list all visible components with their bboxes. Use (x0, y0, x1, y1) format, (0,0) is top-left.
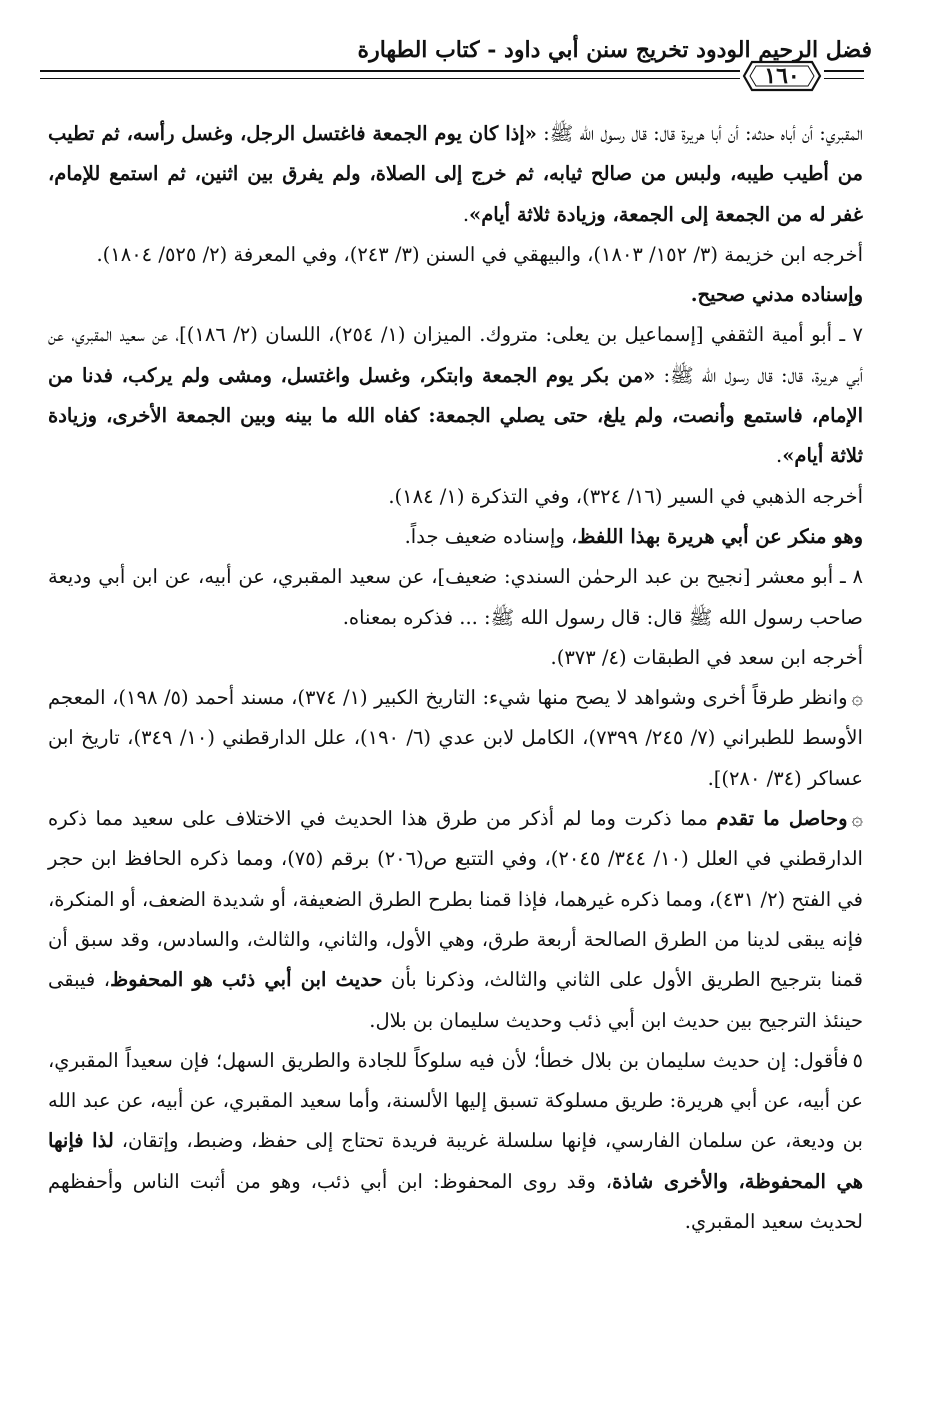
paragraph-10 (48, 799, 863, 1041)
isnad-text: ٧ ـ أبو أمية الثقفي [إسماعيل بن يعلى: متروك. الميزان (١/ ٢٥٤)، اللسان (٢/ ١٨٦)]، عن سعيد المقبري، عن أبي هريرة، قال: قال رسول الله ﷺ: (48, 323, 863, 387)
isnad-text: المقبري: أن أباه حدثه: أن أبا هريرة قال: قال رسول الله ﷺ: (536, 122, 863, 145)
paragraph-11 (48, 1041, 863, 1242)
grading-rest: ، وإسناده ضعيف جداً. (404, 524, 578, 548)
summary-emphasis: حديث ابن أبي ذئب هو المحفوظ (110, 968, 383, 992)
paragraph-4 (48, 315, 863, 476)
hadith-text: «إذا كان يوم الجمعة فاغتسل الرجل، وغسل رأسه، ثم تطيب من أطيب طيبه، ولبس من صالح ثيابه، ثم خرج إلى الصلاة، ولم يفرق بين اثنين، ثم استمع للإمام، غفر له من الجمعة إلى الجمعة، وزيادة ثلاثة أيام» (48, 122, 863, 226)
paragraph-2: أخرجه ابن خزيمة (٣/ ١٥٢/ ١٨٠٣)، والبيهقي في السنن (٣/ ٢٤٣)، وفي المعرفة (٢/ ٥٢٥/ ١٨٠٤). (96, 242, 863, 266)
paragraph-mark-icon: ٥ (852, 1048, 863, 1072)
grading-text: وهو منكر عن أبي هريرة بهذا اللفظ (577, 524, 863, 548)
punctuation: . (776, 444, 783, 468)
header-rule-right-bottom (824, 78, 864, 79)
note-text: وانظر طرقاً أخرى وشواهد لا يصح منها شيء: التاريخ الكبير (١/ ٣٧٤)، مسند أحمد (٥/ ١٩٨)، المعجم الأوسط للطبراني (٧/ ٢٤٥/ ٧٣٩٩)، الكامل لابن عدي (٦/ ١٩٠)، علل الدارقطني (١٠/ ٣٤٩)، تاريخ ابن عساكر (٣٤/ ٢٨٠)]. (48, 686, 863, 790)
paragraph-9 (48, 678, 863, 799)
paragraph-mark-icon: ۞ (851, 686, 863, 710)
header-rule-top (40, 70, 740, 72)
paragraph-6 (48, 517, 863, 557)
summary-text-end: ، فيبقى حينئذ الترجيح بين حديث ابن أبي ذئب وحديث سليمان بن بلال. (48, 968, 863, 1032)
running-title: فضل الرحيم الودود تخريج سنن أبي داود - كتاب الطهارة (357, 37, 872, 63)
paragraph-5: أخرجه الذهبي في السير (١٦/ ٣٢٤)، وفي التذكرة (١/ ١٨٤). (388, 484, 863, 508)
conclusion-text: فأقول: إن حديث سليمان بن بلال خطأ؛ لأن فيه سلوكاً للجادة والطريق السهل؛ فإن سعيداً المقبري، عن أبيه، عن أبي هريرة: طريق مسلوكة تسبق إليها الألسنة، وأما سعيد المقبري، عن أبيه، عن عبد الله بن وديعة، عن سلمان الفارسي، فإنها سلسلة غريبة فريدة تحتاج إلى حفظ، وضبط، وإتقان، (48, 1048, 863, 1153)
paragraph-8: أخرجه ابن سعد في الطبقات (٤/ ٣٧٣). (550, 645, 863, 669)
paragraph-mark-icon: ۞ (851, 807, 863, 831)
header-rule-right-top (824, 70, 864, 72)
conclusion-emphasis: لذا فإنها هي المحفوظة، والأخرى شاذة (48, 1129, 863, 1193)
page-number-frame (742, 60, 822, 92)
body-text (48, 114, 863, 1242)
paragraph-3 (48, 275, 863, 315)
paragraph-1 (48, 114, 863, 235)
header-rule-bottom (40, 78, 740, 79)
punctuation: . (462, 202, 470, 226)
hadith-text: «من بكر يوم الجمعة وابتكر، وغسل واغتسل، ومشى ولم يركب، فدنا من الإمام، فاستمع وأنصت، ولم يلغ، حتى يصلي الجمعة: كفاه الله ما بينه وبين الجمعة الأخرى، وزيادة ثلاثة أيام» (48, 363, 863, 468)
page-number: ١٦٠ (764, 63, 800, 89)
paragraph-7: ٨ ـ أبو معشر [نجيح بن عبد الرحمٰن السندي: ضعيف]، عن سعيد المقبري، عن أبيه، عن ابن أبي وديعة صاحب رسول الله ﷺ قال: قال رسول الله ﷺ: ... فذكره بمعناه. (48, 565, 863, 629)
conclusion-text-end: ، وقد روى المحفوظ: ابن أبي ذئب، وهو من أثبت الناس وأحفظهم لحديث سعيد المقبري. (48, 1169, 863, 1234)
summary-text: مما ذكرت وما لم أذكر من طرق هذا الحديث في الاختلاف على سعيد مما ذكره الدارقطني في العلل (١٠/ ٣٤٤/ ٢٠٤٥)، وفي التتبع ص(٢٠٦) برقم (٧٥)، ومما ذكره الحافظ ابن حجر في الفتح (٢/ ٤٣١)، ومما ذكره غيرهما، فإذا قمنا بطرح الطرق الضعيفة، أو شديدة الضعف، أو المنكرة، فإنه يبقى لدينا من الطرق الصالحة أربعة طرق، وهي الأول، والثاني، والثالث، والسادس، وقد سبق أن قمنا بترجيح الطريق الأول على الثاني والثالث، وذكرنا بأن (48, 807, 863, 992)
summary-heading: وحاصل ما تقدم (716, 807, 848, 831)
grading-text: وإسناده مدني صحيح. (690, 283, 863, 307)
